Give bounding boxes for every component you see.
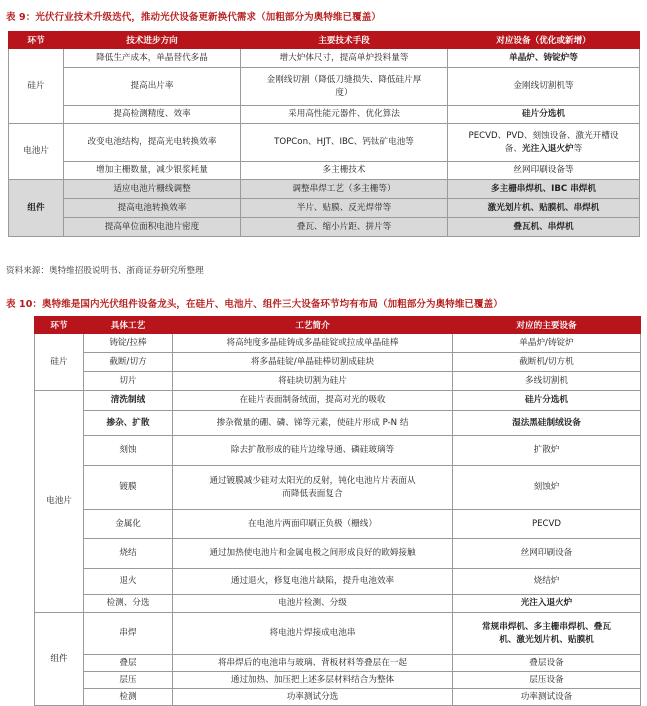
cell-means: 采用高性能元器件、优化算法 (241, 106, 448, 124)
header-intro: 工艺简介 (173, 317, 453, 334)
cell-process: 金属化 (84, 510, 173, 539)
cell-process: 叠层 (84, 655, 173, 672)
table-9-header-row (9, 32, 640, 49)
cell-intro: 通过加热、加压把上述多层材料结合为整体 (173, 672, 453, 689)
header-process: 具体工艺 (84, 317, 173, 334)
cell-intro: 将串焊后的电池串与玻璃、背板材料等叠层在一起 (173, 655, 453, 672)
table-row (35, 595, 641, 613)
table-row (9, 218, 640, 237)
group-module: 组件 (35, 613, 84, 706)
table-row (9, 106, 640, 124)
cell-means: 调整串焊工艺（多主栅等） (241, 180, 448, 199)
header-means: 主要技术手段 (241, 32, 448, 49)
table-10 (34, 316, 641, 706)
table-row (35, 372, 641, 391)
source-note: 资料来源：奥特维招股说明书、浙商证券研究所整理 (6, 266, 204, 276)
cell-intro: 掺杂微量的硼、磷、锑等元素，使硅片形成 P-N 结 (173, 411, 453, 436)
cell-means: 多主栅技术 (241, 162, 448, 180)
cell-direction: 提高出片率 (64, 68, 241, 106)
cell-process: 镀膜 (84, 466, 173, 510)
cell-intro: 将电池片焊接成电池串 (173, 613, 453, 655)
header-equipment: 对应设备（优化或新增） (448, 32, 640, 49)
table-row (35, 613, 641, 655)
cell-equipment (448, 124, 640, 162)
cell-equipment: 硅片分选机 (448, 106, 640, 124)
table-row (35, 391, 641, 411)
table-row (35, 353, 641, 372)
equip-line-2: 机、激光划片机、贴膜机 (499, 634, 594, 645)
cell-equipment: 丝网印刷设备 (453, 539, 641, 569)
header-segment: 环节 (9, 32, 64, 49)
table-10-title: 表 10：奥特维是国内光伏组件设备龙头，在硅片、电池片、组件三大设备环节均有布局（加粗部分为奥特维已覆盖） (6, 299, 503, 310)
cell-means (241, 68, 448, 106)
table-row (35, 510, 641, 539)
table-row (35, 539, 641, 569)
cell-equipment: 扩散炉 (453, 436, 641, 466)
cell-intro: 除去扩散形成的硅片边缘导通、磷硅玻璃等 (173, 436, 453, 466)
table-row (35, 466, 641, 510)
header-direction: 技术进步方向 (64, 32, 241, 49)
equip-line-2b: 光注入退火炉 (522, 143, 574, 154)
means-line-2: 度） (335, 87, 353, 98)
cell-direction: 提高单位面积电池片密度 (64, 218, 241, 237)
cell-equipment: 多线切割机 (453, 372, 641, 391)
cell-equipment: 层压设备 (453, 672, 641, 689)
cell-equipment: PECVD (453, 510, 641, 539)
cell-process: 清洗制绒 (84, 391, 173, 411)
cell-process: 截断/切方 (84, 353, 173, 372)
cell-intro: 通过加热使电池片和金属电极之间形成良好的欧姆接触 (173, 539, 453, 569)
intro-line-1: 通过镀膜减少硅对太阳光的反射，钝化电池片片表面从 (209, 476, 416, 487)
cell-intro: 电池片检测、分级 (173, 595, 453, 613)
table-row (9, 124, 640, 162)
cell-equipment: 湿法黑硅制绒设备 (453, 411, 641, 436)
header-equipment: 对应的主要设备 (453, 317, 641, 334)
cell-equipment: 截断机/切方机 (453, 353, 641, 372)
cell-intro: 在硅片表面制备绒面，提高对光的吸收 (173, 391, 453, 411)
group-cell: 电池片 (35, 391, 84, 613)
table-row (35, 569, 641, 595)
cell-equipment: 多主栅串焊机、IBC 串焊机 (448, 180, 640, 199)
cell-equipment: 功率测试设备 (453, 689, 641, 706)
cell-process: 切片 (84, 372, 173, 391)
table-row (35, 689, 641, 706)
cell-intro: 将硅块切割为硅片 (173, 372, 453, 391)
cell-equipment: 硅片分选机 (453, 391, 641, 411)
cell-process: 刻蚀 (84, 436, 173, 466)
cell-equipment: 单晶炉、铸锭炉等 (448, 49, 640, 68)
cell-direction: 增加主栅数量，减少银浆耗量 (64, 162, 241, 180)
cell-process: 退火 (84, 569, 173, 595)
cell-equipment: 金刚线切割机等 (448, 68, 640, 106)
cell-process: 检测 (84, 689, 173, 706)
table-row (9, 68, 640, 106)
group-silicon: 硅片 (35, 334, 84, 391)
cell-process: 层压 (84, 672, 173, 689)
equip-line-2a: 备、 (504, 143, 522, 154)
cell-equipment: 刻蚀炉 (453, 466, 641, 510)
table-row (9, 199, 640, 218)
group-silicon: 硅片 (9, 49, 64, 124)
cell-equipment: 丝网印刷设备等 (448, 162, 640, 180)
cell-intro: 功率测试分选 (173, 689, 453, 706)
table-row (35, 672, 641, 689)
header-segment: 环节 (35, 317, 84, 334)
means-line-1: 金刚线切割（降低刀缝损失、降低硅片厚 (266, 75, 422, 86)
cell-equipment: 叠层设备 (453, 655, 641, 672)
table-9 (8, 31, 640, 237)
cell-intro: 将多晶硅锭/单晶硅棒切割成硅块 (173, 353, 453, 372)
cell-direction: 适应电池片栅线调整 (64, 180, 241, 199)
cell-process: 检测、分选 (84, 595, 173, 613)
cell-equipment: 叠瓦机、串焊机 (448, 218, 640, 237)
cell-process: 烧结 (84, 539, 173, 569)
group-cell: 电池片 (9, 124, 64, 180)
table-row (9, 180, 640, 199)
table-row (35, 655, 641, 672)
cell-direction: 提高检测精度、效率 (64, 106, 241, 124)
table-row (9, 49, 640, 68)
cell-intro: 在电池片两面印刷正负极（栅线） (173, 510, 453, 539)
cell-direction: 降低生产成本，单晶替代多晶 (64, 49, 241, 68)
cell-means: 增大炉体尺寸，提高单炉投料量等 (241, 49, 448, 68)
equip-line-1: 常规串焊机、多主栅串焊机、叠瓦 (482, 622, 611, 633)
cell-direction: 提高电池转换效率 (64, 199, 241, 218)
table-10-header-row (35, 317, 641, 334)
cell-means: TOPCon、HJT、IBC、钙钛矿电池等 (241, 124, 448, 162)
cell-direction: 改变电池结构，提高光电转换效率 (64, 124, 241, 162)
cell-equipment: 单晶炉/铸锭炉 (453, 334, 641, 353)
table-row (35, 334, 641, 353)
cell-equipment: 烧结炉 (453, 569, 641, 595)
cell-intro: 将高纯度多晶硅铸成多晶硅锭或拉成单晶硅棒 (173, 334, 453, 353)
cell-process: 掺杂、扩散 (84, 411, 173, 436)
cell-intro: 通过退火，修复电池片缺陷，提升电池效率 (173, 569, 453, 595)
cell-equipment (453, 613, 641, 655)
equip-line-2c: 等 (573, 143, 583, 154)
equip-line-1: PECVD、PVD、刻蚀设备、激光开槽设 (468, 131, 619, 142)
intro-line-2: 而降低表面复合 (282, 488, 343, 499)
table-9-title: 表 9：光伏行业技术升级迭代，推动光伏设备更新换代需求（加粗部分为奥特维已覆盖） (6, 12, 381, 23)
table-row (35, 436, 641, 466)
cell-process: 铸锭/拉棒 (84, 334, 173, 353)
cell-equipment: 光注入退火炉 (453, 595, 641, 613)
table-row (35, 411, 641, 436)
cell-means: 半片、贴膜、反光焊带等 (241, 199, 448, 218)
group-module: 组件 (9, 180, 64, 237)
table-row (9, 162, 640, 180)
cell-equipment: 激光划片机、贴膜机、串焊机 (448, 199, 640, 218)
cell-intro (173, 466, 453, 510)
cell-process: 串焊 (84, 613, 173, 655)
cell-means: 叠瓦、缩小片距、拼片等 (241, 218, 448, 237)
